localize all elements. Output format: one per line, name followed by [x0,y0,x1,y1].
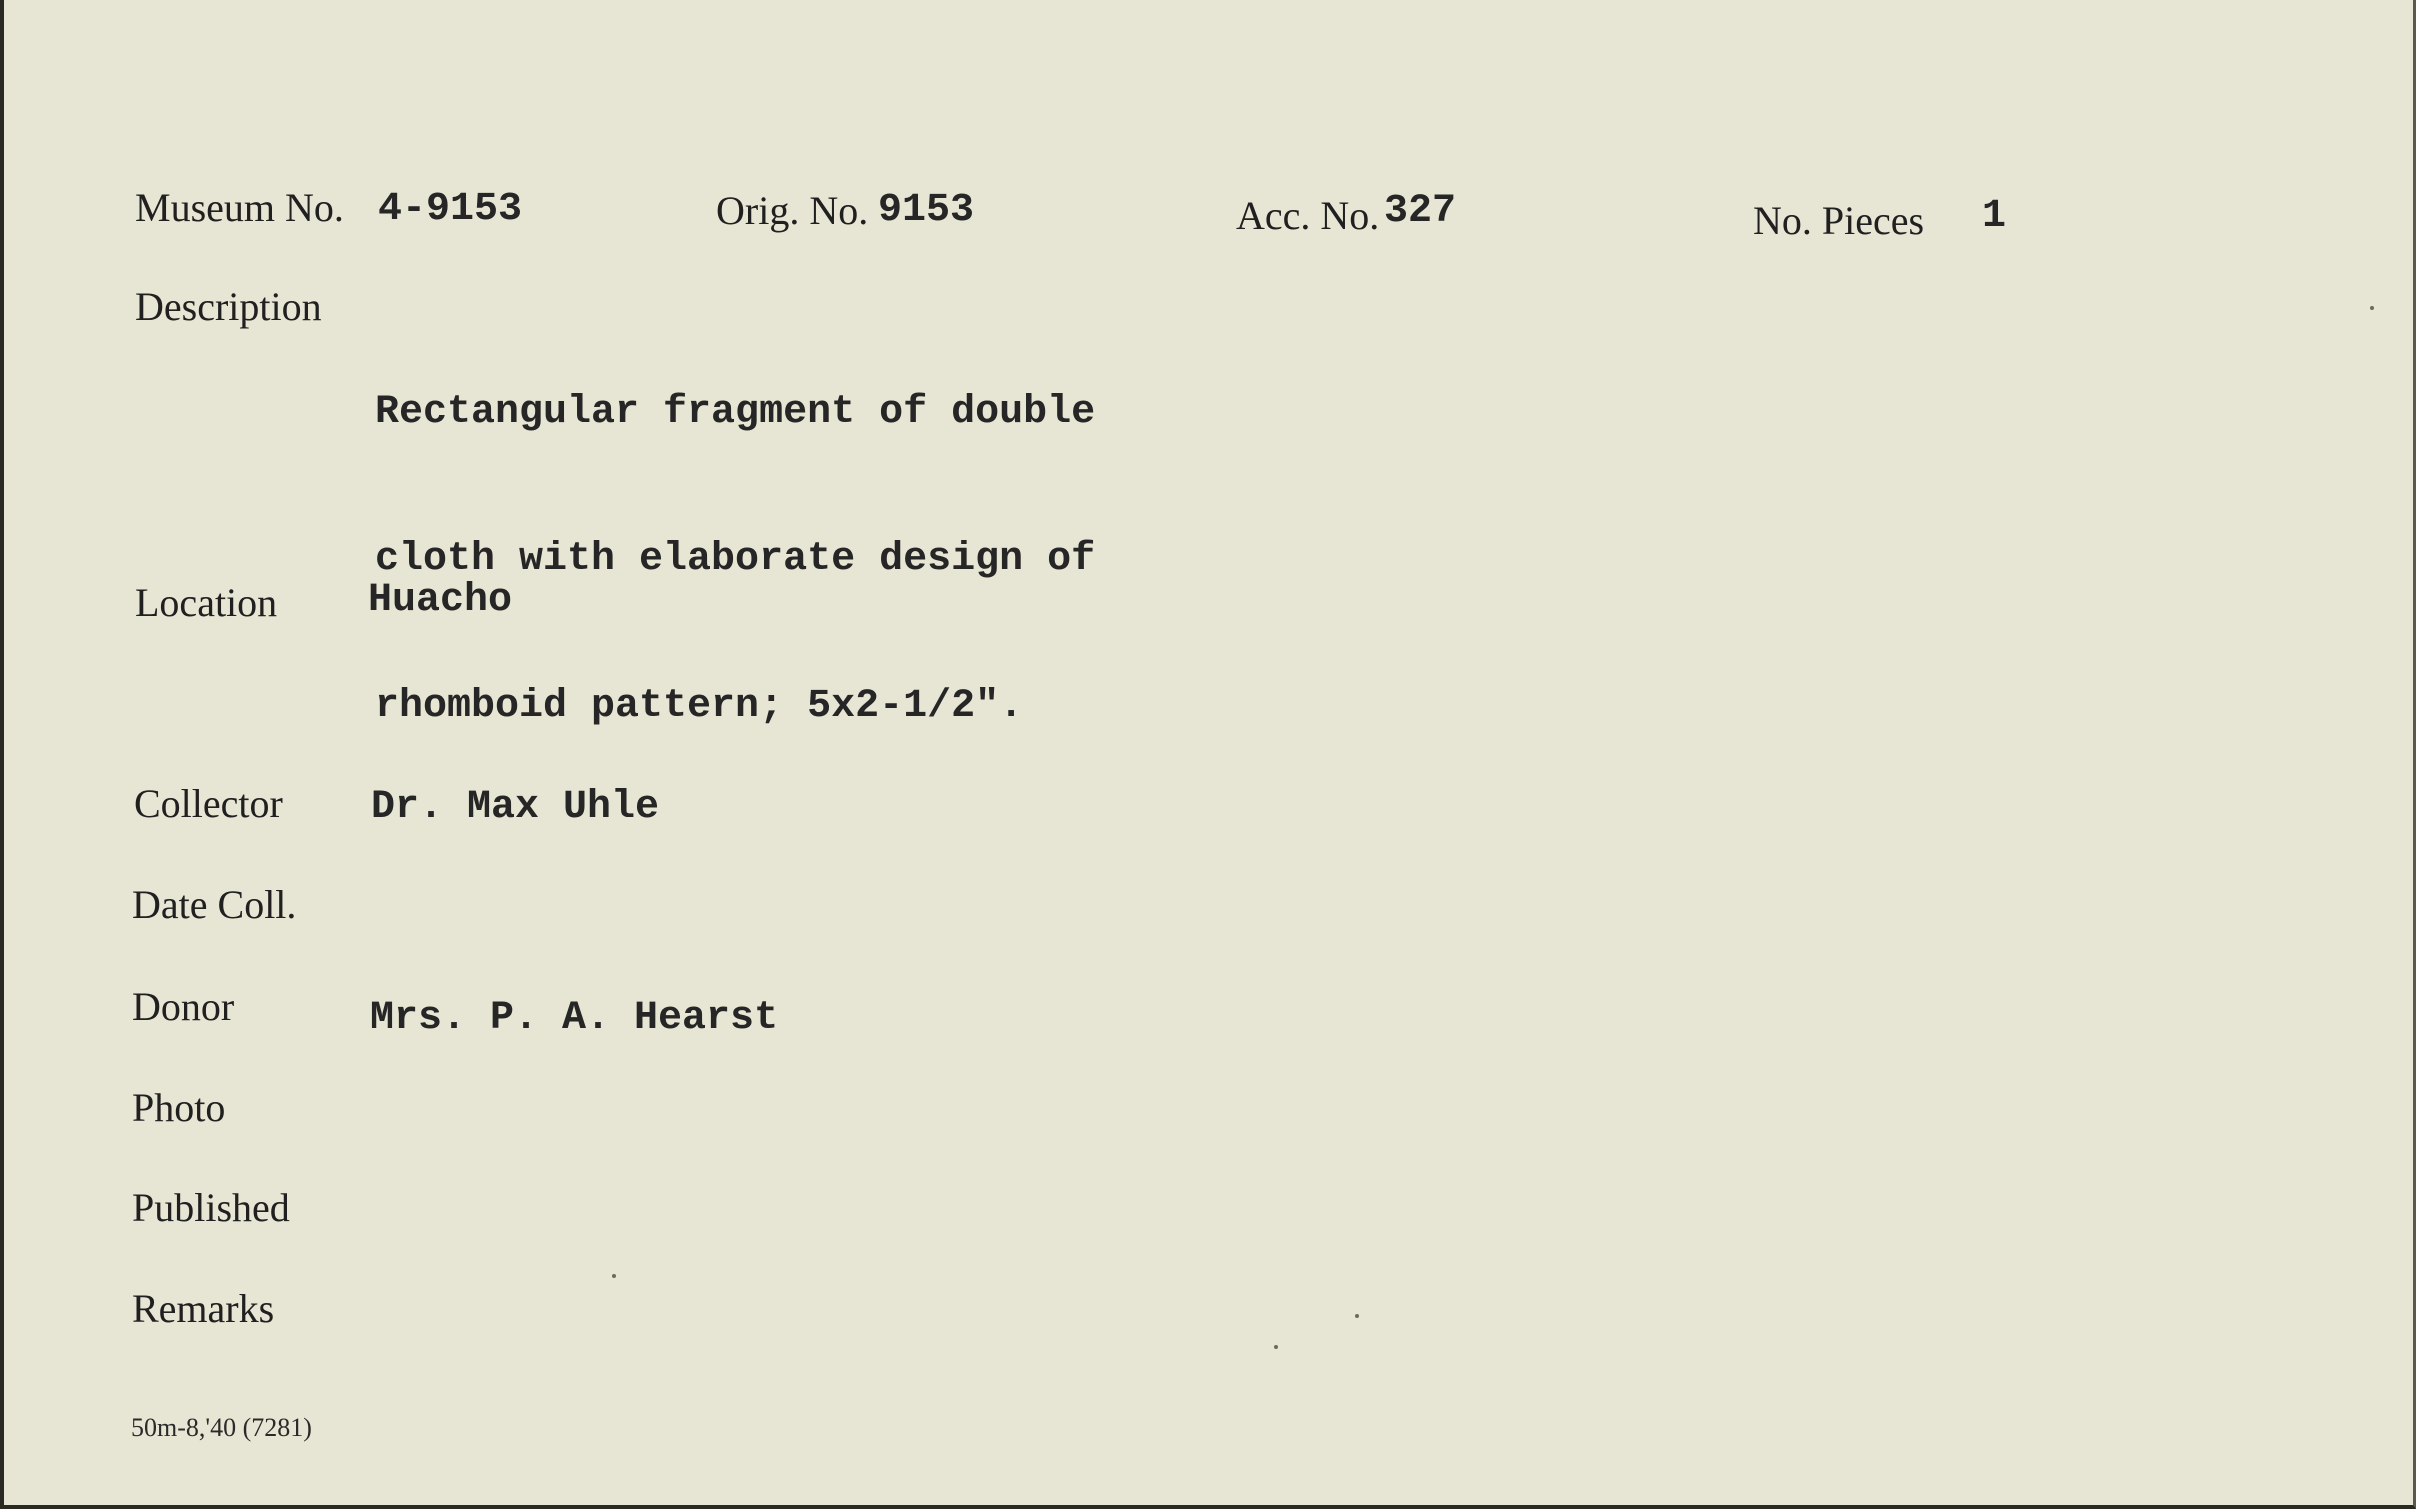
orig-no-label: Orig. No. [716,188,869,233]
date-coll-label: Date Coll. [132,882,297,927]
museum-no-label: Museum No. [135,185,344,230]
paper-speck [612,1274,616,1278]
description-line: cloth with elaborate design of [375,537,1096,582]
collector-label: Collector [134,781,283,826]
paper-speck [2370,306,2374,310]
paper-speck [1355,1314,1359,1318]
no-pieces-label: No. Pieces [1753,198,1925,243]
photo-label: Photo [132,1085,226,1130]
location-value: Huacho [368,578,513,623]
acc-no-value: 327 [1384,189,1457,234]
description-label: Description [135,284,322,329]
no-pieces-value: 1 [1982,194,2007,239]
description-line: Rectangular fragment of double [375,390,1096,435]
description-line: rhomboid pattern; 5x2-1/2". [375,684,1024,729]
orig-no-value: 9153 [878,188,975,233]
museum-no-value: 4-9153 [378,187,523,232]
published-label: Published [132,1185,290,1230]
location-label: Location [135,580,278,625]
collector-value: Dr. Max Uhle [371,785,660,830]
paper-speck [1274,1345,1278,1349]
print-code: 50m-8,'40 (7281) [131,1413,312,1442]
acc-no-label: Acc. No. [1236,193,1380,238]
donor-label: Donor [132,984,235,1029]
donor-value: Mrs. P. A. Hearst [370,996,779,1041]
description-text [375,290,1095,829]
remarks-label: Remarks [132,1286,275,1331]
